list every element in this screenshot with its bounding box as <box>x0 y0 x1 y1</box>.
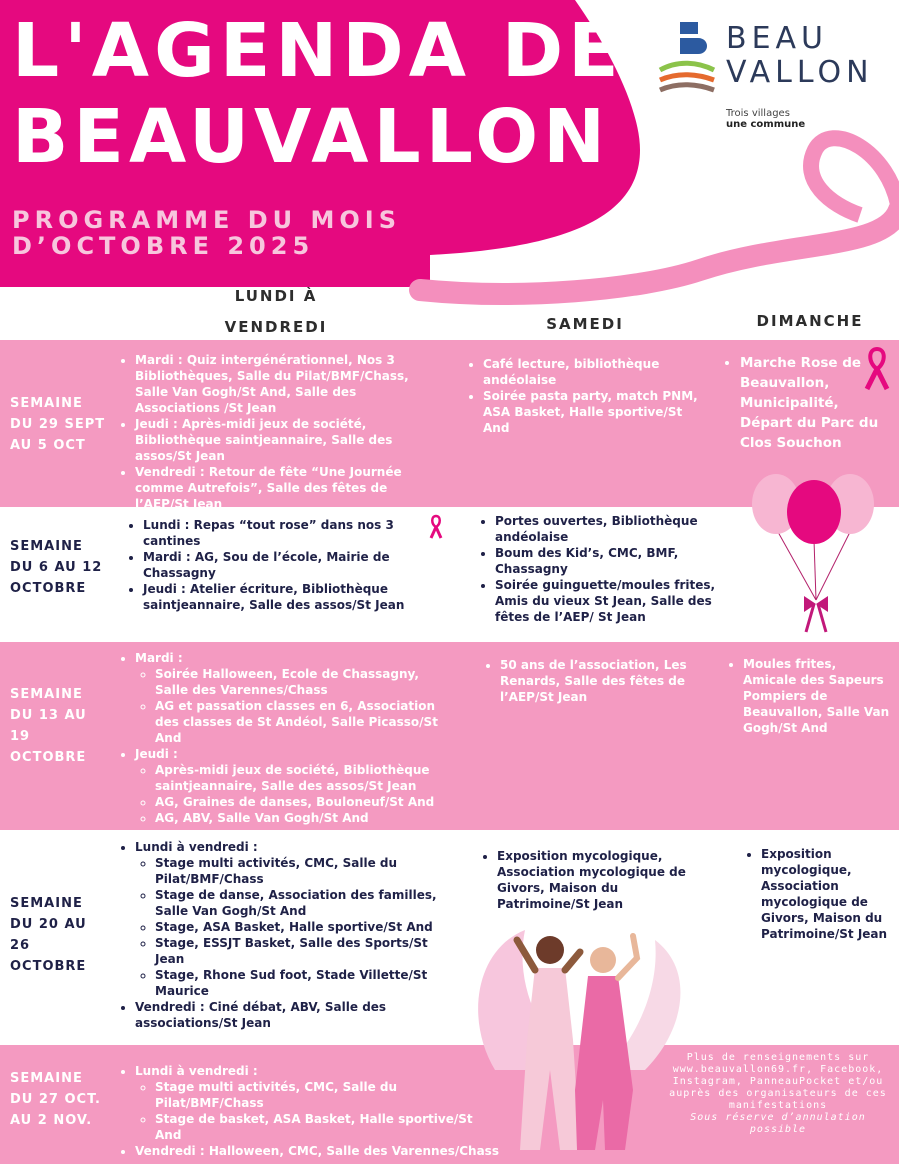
week-1-weekday-events <box>120 352 445 512</box>
subtitle-line-1: PROGRAMME DU MOIS <box>12 206 402 234</box>
event-item: ◦ Après-midi jeux de société, Bibliothèque saintjeannaire, Salle des assos/St Jean <box>155 762 455 794</box>
event-item: • Jeudi : Atelier écriture, Bibliothèque saintjeannaire, Salle des assos/St Jean <box>143 581 453 613</box>
event-item: • Marche Rose de Beauvallon, Municipalité, Départ du Parc du Clos Souchon <box>740 353 895 453</box>
logo-tagline-1: Trois villages <box>726 108 790 119</box>
pink-ribbon-icon <box>428 514 444 540</box>
event-item: • Café lecture, bibliothèque andéolaise <box>483 356 708 388</box>
event-item: • Vendredi : Ciné débat, ABV, Salle des associations/St Jean <box>135 999 450 1031</box>
pink-ribbon-icon <box>862 345 892 393</box>
event-item: • Exposition mycologique, Association mycologique de Givors, Maison du Patrimoine/St Jean <box>497 848 697 912</box>
week-label-2: SEMAINE DU 6 AU 12 OCTOBRE <box>10 539 103 596</box>
event-item: • Vendredi : Halloween, CMC, Salle des Varennes/Chass <box>135 1143 500 1159</box>
event-item: • 50 ans de l’association, Les Renards, Salle des fêtes de l’AEP/St Jean <box>500 657 695 705</box>
subtitle-line-2: D’OCTOBRE 2025 <box>12 232 315 260</box>
event-item: ◦ AG et passation classes en 6, Association des classes de St Andéol, Salle Picasso/St And <box>155 698 455 746</box>
event-item: • Jeudi : Après-midi jeux de société, Bibliothèque saintjeannaire, Salle des assos/St Jean <box>135 416 445 464</box>
day-heading: Lundi à vendredi : <box>135 1064 258 1078</box>
event-item: ◦ Stage multi activités, CMC, Salle du Pilat/BMF/Chass <box>155 855 450 887</box>
beauvallon-logo <box>658 8 888 128</box>
logo-word-vallon: VALLON <box>726 55 874 90</box>
week-4-sunday-events <box>746 846 894 942</box>
event-item: ◦ AG, Graines de danses, Bouloneuf/St And <box>155 794 455 810</box>
event-item: • Mardi : Quiz intergénérationnel, Nos 3 Bibliothèques, Salle du Pilat/BMF/Chass, Salle Van Gogh/St And, Salle des Associations /St Jean <box>135 352 445 416</box>
week-3-saturday-events <box>485 657 695 705</box>
event-item: • Mardi : AG, Sou de l’école, Mairie de Chassagny <box>143 549 453 581</box>
event-item: ◦ Stage de basket, ASA Basket, Halle sportive/St And <box>155 1111 500 1143</box>
column-header-sunday: DIMANCHE <box>756 312 864 330</box>
info-note <box>662 1052 894 1136</box>
info-cancellation-note: Sous réserve d’annulation possible <box>690 1112 866 1135</box>
column-header-saturday: SAMEDI <box>546 315 624 333</box>
event-item: ◦ Stage multi activités, CMC, Salle du Pilat/BMF/Chass <box>155 1079 500 1111</box>
day-heading: Jeudi : <box>135 747 178 761</box>
event-item: • Exposition mycologique, Association mycologique de Givors, Maison du Patrimoine/St Jean <box>761 846 894 942</box>
logo-tagline-2: une commune <box>726 119 806 130</box>
week-label-5: SEMAINE DU 27 OCT. AU 2 NOV. <box>10 1071 101 1128</box>
week-4-weekday-events <box>120 839 450 1031</box>
week-label-1: SEMAINE DU 29 SEPT AU 5 OCT <box>10 396 106 453</box>
event-item: ◦ Stage, Rhone Sud foot, Stade Villette/St Maurice <box>155 967 450 999</box>
event-item: ◦ Stage, ASA Basket, Halle sportive/St And <box>155 919 450 935</box>
info-text: Plus de renseignements sur www.beauvallon69.fr, Facebook, Instagram, PanneauPocket et/ou auprès des organisateurs de ces manifestations <box>669 1052 887 1111</box>
event-item: • Lundi : Repas “tout rose” dans nos 3 cantines <box>143 517 453 549</box>
event-item: • Portes ouvertes, Bibliothèque andéolaise <box>495 513 742 545</box>
event-item: ◦ Stage de danse, Association des familles, Salle Van Gogh/St And <box>155 887 450 919</box>
week-3-weekday-events <box>120 650 455 826</box>
week-2-weekday-events <box>128 517 453 613</box>
logo-word-beau: BEAU <box>726 21 829 56</box>
event-item: • Vendredi : Retour de fête “Une Journée comme Autrefois”, Salle des fêtes de l’AEP/St Jean <box>135 464 445 512</box>
week-4-saturday-events <box>482 848 697 912</box>
event-item: ◦ Stage, ESSJT Basket, Salle des Sports/St Jean <box>155 935 450 967</box>
event-item: ◦ AG, ABV, Salle Van Gogh/St And <box>155 810 455 826</box>
event-item: • Soirée guinguette/moules frites, Amis du vieux St Jean, Salle des fêtes de l’AEP/ St Jean <box>495 577 742 625</box>
week-3-sunday-events <box>728 656 893 736</box>
column-header-weekday: LUNDI À VENDREDI <box>224 287 328 336</box>
week-label-3: SEMAINE DU 13 AU 19 OCTOBRE <box>10 687 87 765</box>
week-5-weekday-events <box>120 1063 500 1159</box>
event-item: • Moules frites, Amicale des Sapeurs Pompiers de Beauvallon, Salle Van Gogh/St And <box>743 656 893 736</box>
week-1-saturday-events <box>468 356 708 436</box>
event-item: • Soirée pasta party, match PNM, ASA Basket, Halle sportive/St And <box>483 388 708 436</box>
week-label-4: SEMAINE DU 20 AU 26 OCTOBRE <box>10 896 87 974</box>
event-item: • Boum des Kid’s, CMC, BMF, Chassagny <box>495 545 742 577</box>
week-2-saturday-events <box>480 513 742 625</box>
day-heading: Lundi à vendredi : <box>135 840 258 854</box>
title-line-2: BEAUVALLON <box>12 94 611 180</box>
day-heading: Mardi : <box>135 651 183 665</box>
logo-mark-icon <box>658 20 718 100</box>
title-line-1: L'AGENDA DE <box>12 8 624 94</box>
event-item: ◦ Soirée Halloween, Ecole de Chassagny, Salle des Varennes/Chass <box>155 666 455 698</box>
balloons-illustration <box>748 470 888 640</box>
